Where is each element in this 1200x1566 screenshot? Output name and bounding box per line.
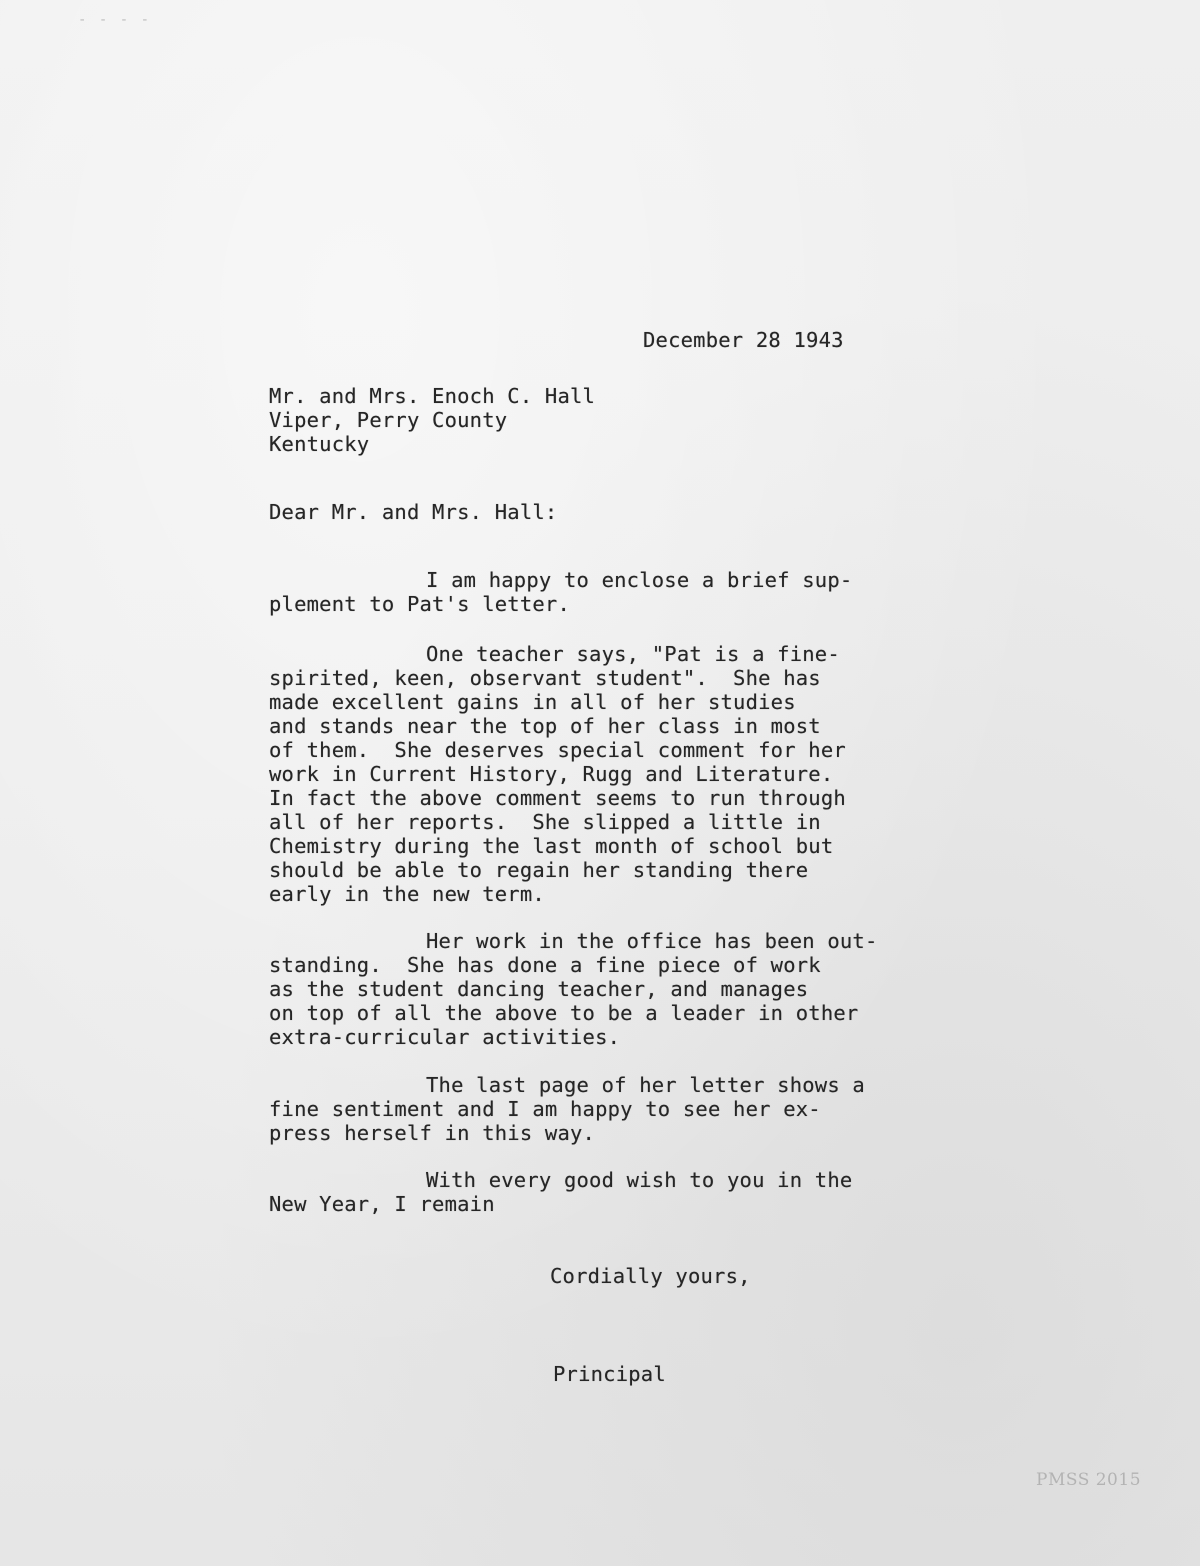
recipient-address-line-1: Viper, Perry County <box>269 408 508 432</box>
recipient-address-line-2: Kentucky <box>269 432 370 456</box>
paragraph-line: With every good wish to you in the <box>426 1168 853 1192</box>
paragraph-line: One teacher says, "Pat is a fine- <box>426 642 840 666</box>
paragraph-line: spirited, keen, observant student". She has <box>269 666 821 690</box>
letter-date: December 28 1943 <box>643 328 844 352</box>
paragraph-line: New Year, I remain <box>269 1192 495 1216</box>
paragraph-line: fine sentiment and I am happy to see her ex- <box>269 1097 821 1121</box>
paragraph-3 <box>269 929 969 1049</box>
paragraph-line: The last page of her letter shows a <box>426 1073 865 1097</box>
paragraph-line: In fact the above comment seems to run through <box>269 786 846 810</box>
paragraph-line: I am happy to enclose a brief sup- <box>426 568 853 592</box>
edge-pencil-mark: - - - - <box>78 12 152 28</box>
paragraph-line: all of her reports. She slipped a little in <box>269 810 821 834</box>
paragraph-line: early in the new term. <box>269 882 545 906</box>
paragraph-line: on top of all the above to be a leader in other <box>269 1001 859 1025</box>
archive-footer-mark: PMSS 2015 <box>1036 1470 1142 1490</box>
paragraph-2 <box>269 642 969 906</box>
paragraph-line: work in Current History, Rugg and Literature. <box>269 762 834 786</box>
paragraph-line: Her work in the office has been out- <box>426 929 878 953</box>
paragraph-line: standing. She has done a fine piece of work <box>269 953 821 977</box>
paragraph-line: press herself in this way. <box>269 1121 596 1145</box>
salutation: Dear Mr. and Mrs. Hall: <box>269 500 558 524</box>
paragraph-line: of them. She deserves special comment for her <box>269 738 846 762</box>
paragraph-line: as the student dancing teacher, and manages <box>269 977 809 1001</box>
closing: Cordially yours, <box>550 1264 751 1288</box>
recipient-name: Mr. and Mrs. Enoch C. Hall <box>269 384 596 408</box>
paragraph-line: Chemistry during the last month of school but <box>269 834 834 858</box>
paragraph-line: should be able to regain her standing there <box>269 858 809 882</box>
paragraph-line: and stands near the top of her class in most <box>269 714 821 738</box>
paragraph-1 <box>269 568 969 616</box>
paragraph-line: extra-curricular activities. <box>269 1025 621 1049</box>
signature-title: Principal <box>553 1362 666 1386</box>
paragraph-line: made excellent gains in all of her studies <box>269 690 796 714</box>
paragraph-4 <box>269 1073 969 1145</box>
paragraph-5 <box>269 1168 969 1216</box>
paragraph-line: plement to Pat's letter. <box>269 592 571 616</box>
